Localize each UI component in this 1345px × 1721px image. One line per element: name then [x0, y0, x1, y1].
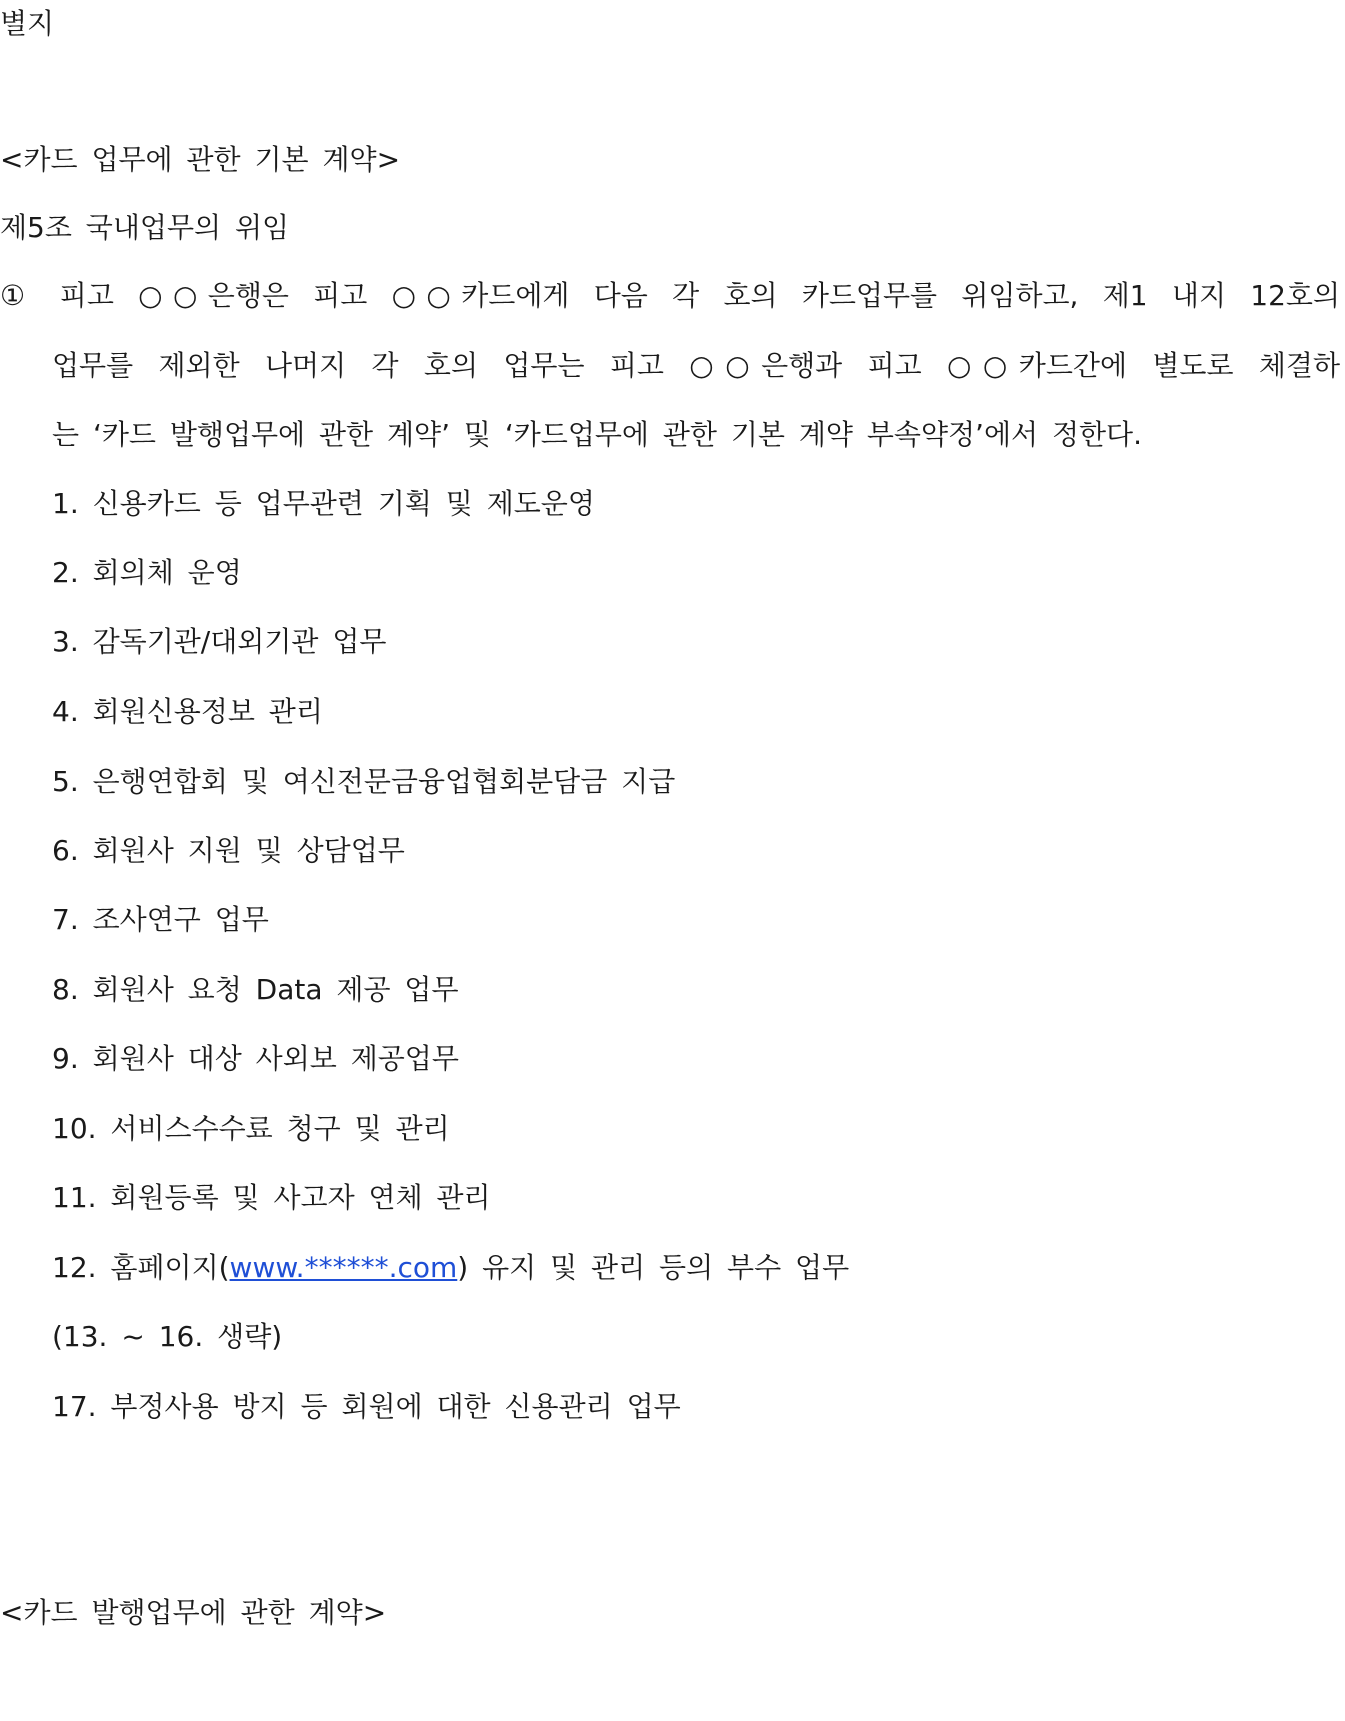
list-item: 1. 신용카드 등 업무관련 기획 및 제도운영 — [52, 487, 595, 520]
list-item: 3. 감독기관/대외기관 업무 — [52, 625, 387, 658]
list-item: 4. 회원신용정보 관리 — [52, 695, 323, 728]
list-item: 2. 회의체 운영 — [52, 556, 242, 589]
list-item: 8. 회원사 요청 Data 제공 업무 — [52, 973, 459, 1006]
list-item: 11. 회원등록 및 사고자 연체 관리 — [52, 1181, 491, 1214]
item-12-prefix: 12. 홈페이지( — [52, 1251, 230, 1284]
attachment-label: 별지 — [0, 7, 55, 40]
list-item: 9. 회원사 대상 사외보 제공업무 — [52, 1042, 459, 1075]
list-item-homepage — [52, 1248, 849, 1288]
homepage-link[interactable]: www.******.com — [229, 1251, 458, 1284]
omitted-items-note: (13. ~ 16. 생략) — [52, 1320, 283, 1353]
list-item: 7. 조사연구 업무 — [52, 903, 269, 936]
list-item: 5. 은행연합회 및 여신전문금융업협회분담금 지급 — [52, 765, 676, 798]
paragraph-1-line-2: 업무를 제외한 나머지 각 호의 업무는 피고 ○○은행과 피고 ○○카드간에 별도로 체결하 — [52, 349, 1340, 382]
paragraph-1-line-1: ① 피고 ○○은행은 피고 ○○카드에게 다음 각 호의 카드업무를 위임하고, 제1 내지 12호의 — [0, 279, 1340, 312]
list-item: 6. 회원사 지원 및 상담업무 — [52, 834, 405, 867]
list-item: 17. 부정사용 방지 등 회원에 대한 신용관리 업무 — [52, 1390, 681, 1423]
paragraph-1-line-3: 는 ‘카드 발행업무에 관한 계약’ 및 ‘카드업무에 관한 기본 계약 부속약정’에서 정한다. — [52, 418, 1142, 451]
article-heading: 제5조 국내업무의 위임 — [0, 211, 290, 244]
contract-title-basic: <카드 업무에 관한 기본 계약> — [0, 143, 401, 176]
item-12-suffix: ) 유지 및 관리 등의 부수 업무 — [457, 1251, 850, 1284]
contract-title-issuance: <카드 발행업무에 관한 계약> — [0, 1596, 387, 1629]
list-item: 10. 서비스수수료 청구 및 관리 — [52, 1112, 450, 1145]
